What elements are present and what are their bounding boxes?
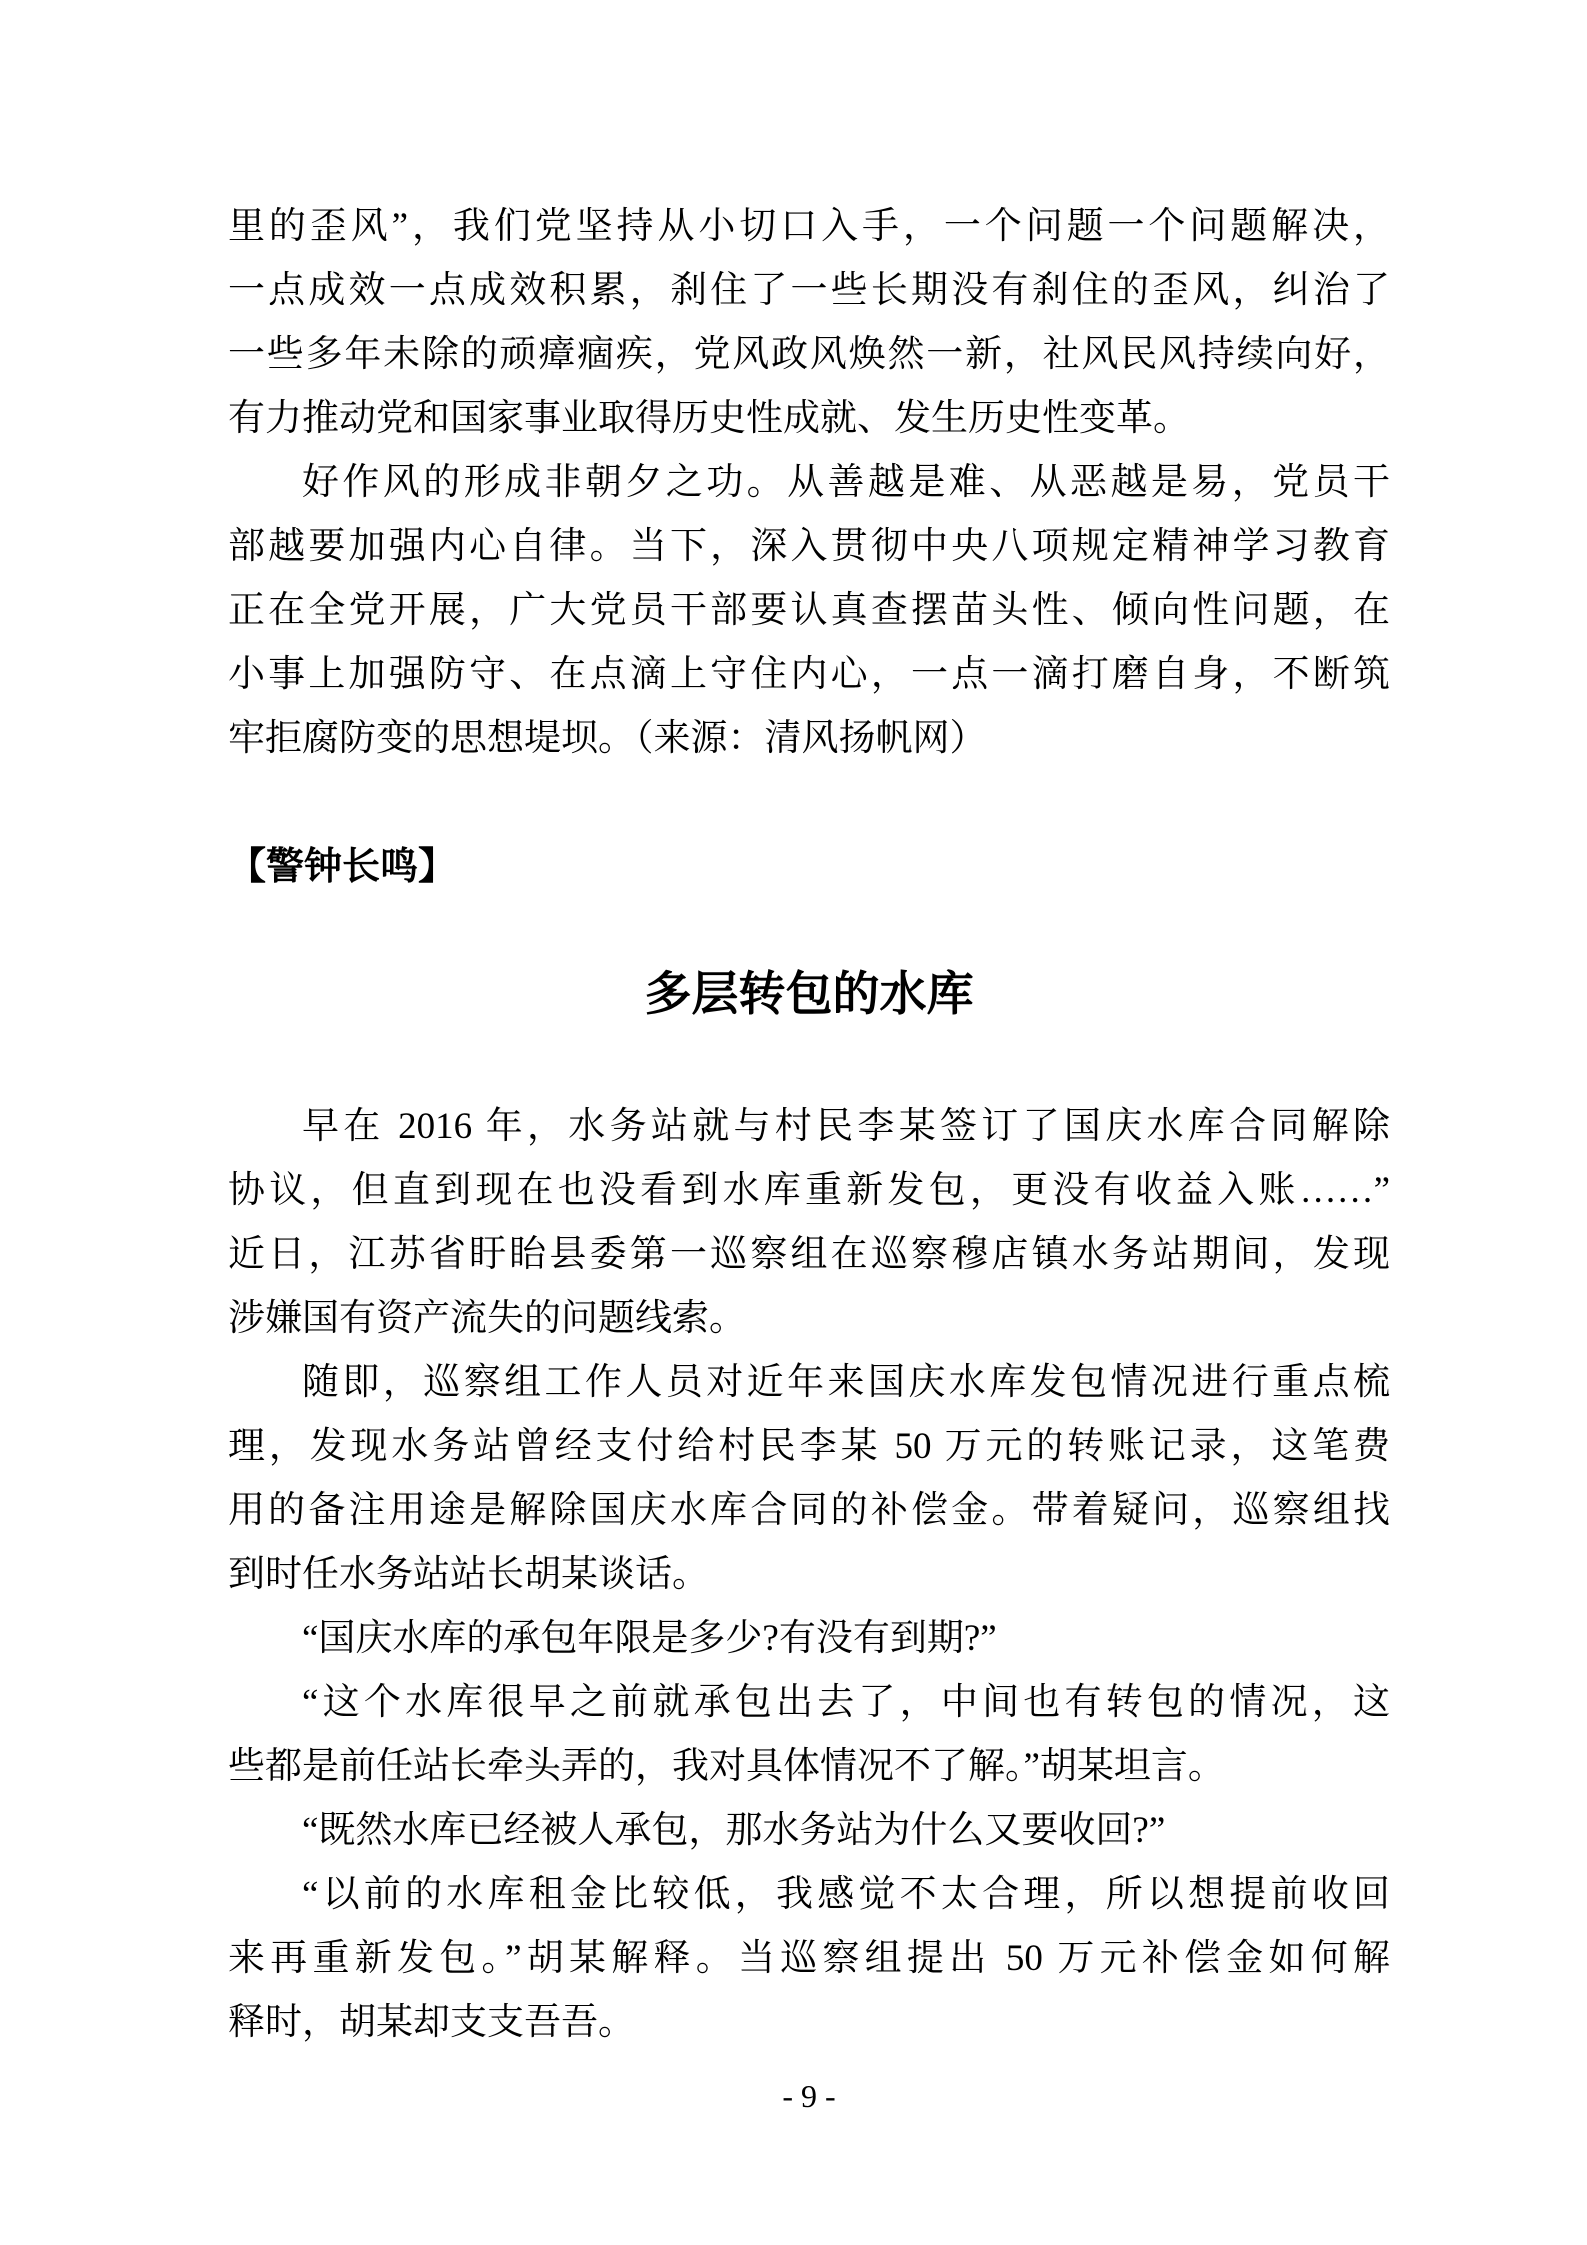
dialogue-paragraph <box>228 1607 1390 1671</box>
continuation-paragraph <box>228 195 1390 451</box>
article-body <box>228 195 1390 2055</box>
body-line: 些都是前任站长牵头弄的，我对具体情况不了解。”胡某坦言。 <box>228 1746 1225 1787</box>
body-line: 随即，巡察组工作人员对近年来国庆水库发包情况进行重点梳 <box>302 1362 1390 1403</box>
body-line: 涉嫌国有资产流失的问题线索。 <box>228 1298 746 1339</box>
paragraph <box>228 451 1390 771</box>
body-line: 正在全党开展，广大党员干部要认真查摆苗头性、倾向性问题，在 <box>228 590 1390 631</box>
body-line: 早在 2016 年，水务站就与村民李某签订了国庆水库合同解除 <box>302 1106 1390 1147</box>
body-line: “国庆水库的承包年限是多少?有没有到期?” <box>302 1618 997 1659</box>
paragraph <box>228 1095 1390 1351</box>
body-line: 用的备注用途是解除国庆水库合同的补偿金。带着疑问，巡察组找 <box>228 1490 1390 1531</box>
body-line: 近日，江苏省盱眙县委第一巡察组在巡察穆店镇水务站期间，发现 <box>228 1234 1390 1275</box>
dialogue-paragraph <box>228 1671 1390 1799</box>
body-line: 理，发现水务站曾经支付给村民李某 50 万元的转账记录，这笔费 <box>228 1426 1390 1467</box>
body-line: “以前的水库租金比较低，我感觉不太合理，所以想提前收回 <box>302 1874 1390 1915</box>
body-line: 来再重新发包。”胡某解释。当巡察组提出 50 万元补偿金如何解 <box>228 1938 1390 1979</box>
dialogue-paragraph <box>228 1863 1390 2055</box>
body-line: 释时，胡某却支支吾吾。 <box>228 2002 635 2043</box>
body-line: 协议，但直到现在也没看到水库重新发包，更没有收益入账……” <box>228 1170 1390 1211</box>
body-line: 部越要加强内心自律。当下，深入贯彻中央八项规定精神学习教育 <box>228 526 1390 567</box>
body-line: 到时任水务站站长胡某谈话。 <box>228 1554 709 1595</box>
section-header: 【警钟长鸣】 <box>228 846 457 888</box>
body-line: 好作风的形成非朝夕之功。从善越是难、从恶越是易，党员干 <box>302 462 1390 503</box>
body-line: “既然水库已经被人承包，那水务站为什么又要收回?” <box>302 1810 1166 1851</box>
paragraph <box>228 1351 1390 1607</box>
body-line: 小事上加强防守、在点滴上守住内心，一点一滴打磨自身，不断筑 <box>228 654 1390 695</box>
body-line: 一些多年未除的顽瘴痼疾，党风政风焕然一新，社风民风持续向好， <box>228 334 1390 375</box>
dialogue-paragraph <box>228 1799 1390 1863</box>
body-line: “这个水库很早之前就承包出去了，中间也有转包的情况，这 <box>302 1682 1390 1723</box>
body-line: 里的歪风”，我们党坚持从小切口入手，一个问题一个问题解决， <box>228 206 1390 247</box>
body-line: 牢拒腐防变的思想堤坝。（来源：清风扬帆网） <box>228 718 987 759</box>
body-line: 一点成效一点成效积累，刹住了一些长期没有刹住的歪风，纠治了 <box>228 270 1390 311</box>
body-line: 有力推动党和国家事业取得历史性成就、发生历史性变革。 <box>228 398 1190 439</box>
page-number: - 9 - <box>782 2078 836 2114</box>
article-title: 多层转包的水库 <box>644 969 974 1021</box>
